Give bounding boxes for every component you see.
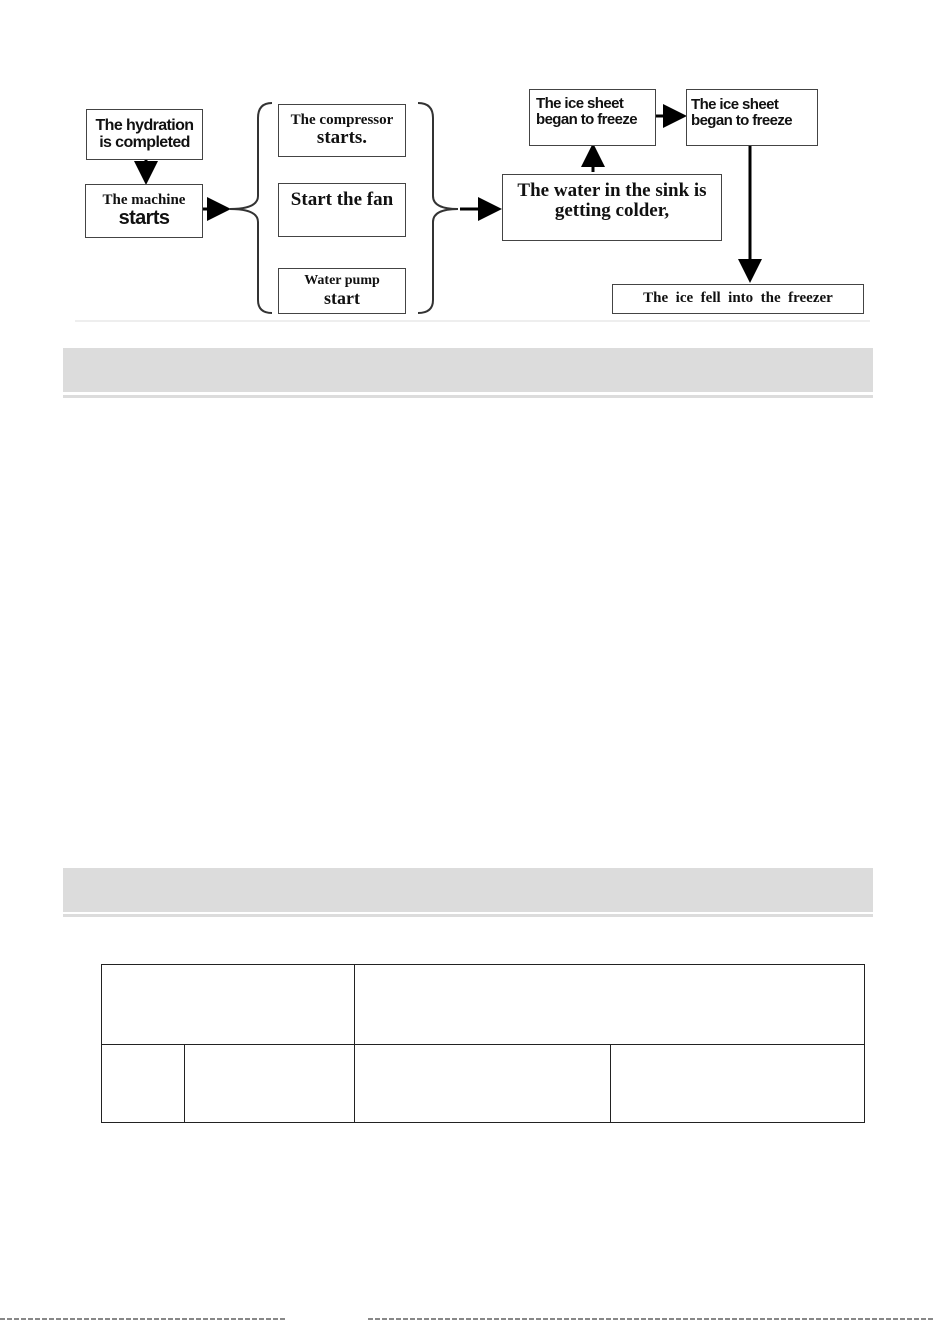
- compressor-starts-box: [278, 104, 406, 157]
- fan-label: Start the fan: [290, 189, 394, 210]
- spec-table: [101, 964, 865, 1123]
- left-brace: [230, 103, 272, 313]
- start-fan-box: [278, 183, 406, 237]
- freezer-label: The ice fell into the freezer: [643, 290, 833, 307]
- right-brace: [418, 103, 458, 313]
- hydration-line-1: The hydration: [95, 116, 194, 134]
- section-header-bar-1: [63, 348, 873, 392]
- section-divider-1: [63, 395, 873, 398]
- compressor-line-2: starts.: [316, 127, 368, 149]
- connector-lines: [0, 0, 933, 330]
- water-line-1: The water in the sink is: [517, 180, 707, 201]
- pump-line-2: start: [324, 287, 360, 308]
- table-cell: [185, 1045, 355, 1123]
- ice-maker-flowchart: [0, 0, 933, 330]
- water-line-2: getting colder,: [554, 199, 670, 221]
- table-cell: [355, 1045, 611, 1123]
- water-pump-box: [278, 268, 406, 314]
- table-row: [102, 965, 865, 1045]
- ice-a-line-2: began to freeze: [536, 110, 638, 128]
- ice-fell-freezer-box: [612, 284, 864, 314]
- compressor-line-1: The compressor: [290, 111, 394, 128]
- machine-line-1: The machine: [102, 191, 186, 208]
- hydration-complete-box: [86, 109, 203, 160]
- table-cell: [102, 1045, 185, 1123]
- table-cell: [611, 1045, 865, 1123]
- table-row: [102, 1045, 865, 1123]
- footer-divider: [0, 1318, 285, 1320]
- ice-b-line-2: began to freeze: [691, 111, 793, 129]
- machine-starts-box: [85, 184, 203, 238]
- ice-sheet-freeze-box-2: [686, 89, 818, 146]
- ice-b-line-1: The ice sheet: [691, 96, 779, 113]
- ice-a-line-1: The ice sheet: [536, 95, 624, 112]
- section-divider-2: [63, 914, 873, 917]
- water-colder-box: [502, 174, 722, 241]
- table-cell: [355, 965, 865, 1045]
- section-header-bar-2: [63, 868, 873, 912]
- table-cell: [102, 965, 355, 1045]
- footer-divider: [368, 1318, 933, 1320]
- pump-line-1: Water pump: [304, 273, 380, 289]
- hydration-line-2: is completed: [99, 133, 190, 151]
- machine-line-2: starts: [118, 207, 170, 230]
- ice-sheet-freeze-box-1: [529, 89, 656, 146]
